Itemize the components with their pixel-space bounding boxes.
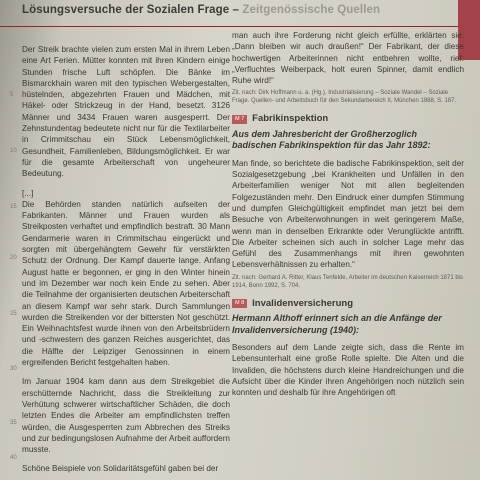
- left-paragraph: Der Streik brachte vielen zum ersten Mal in ihrem Leben eine Art Ferien. Mütter konnten mit ihren Kindern einige Stunden frische Luft schöpfen. Die Bänke im Bismarckhain waren mit den typischen Webergestalten, hüstelnden, abgezehrten Frauen und Mädchen, mit Häkel- oder Strickzeug in der Hand, besetzt. 3126 Männer und 3434 Frauen waren ausgesperrt. Der Zehnstundentag bedeutete nicht nur für die Textilarbeiter in Crimmitschau ein Stück Lebensmöglichkeit, Gesundheit, Familienleben, Bildungsmöglichkeit. Er war für die gesamte Arbeiterschaft von ungeheurer Bedeutung.: [22, 45, 230, 179]
- right-intro-text: man auch ihre Forderung nicht gleich erfüllte, erklärten sie: „Dann bleiben wir auch draußen!“ Der Fabrikant, der diese hochwertigen Arbeiterinnen nicht entbehren wollte, rief: „Verfluchtes Weiberpack, holt euren Spinner, damit endlich Ruhe wird!“: [232, 31, 464, 86]
- section-title: Invalidenversicherung: [252, 297, 354, 309]
- section-title: Fabrikinspektion: [252, 113, 329, 125]
- ellipsis-marker: [...]: [22, 188, 34, 198]
- line-number: 25: [10, 311, 17, 317]
- line-number: 30: [10, 366, 17, 372]
- source-citation: Zit. nach: Dirk Hoffmann u. a. (Hg.), Industrialisierung – Soziale Wandel – Soziale Frage. Quellen- und Arbeitsbuch für den Sekundarbereich II, München 1988, S. 187.: [232, 90, 457, 105]
- right-column: [232, 30, 464, 407]
- line-number: 15: [10, 204, 17, 210]
- left-paragraph: Schöne Beispiele von Solidaritätsgefühl gaben bei der: [22, 464, 219, 474]
- line-number: 35: [10, 420, 17, 426]
- line-number: 20: [10, 255, 17, 261]
- line-number: 10: [10, 148, 17, 154]
- section-badge: M 8: [232, 299, 247, 308]
- section-heading: [232, 298, 464, 309]
- section-text: Besonders auf dem Lande zeigte sich, dass die Rente im Lebensunterhalt eine große Rolle spielte. Die Alten und die Invaliden, die höchstens durch kleine Handreichungen und die Aufsicht über die Kinder ihren Angehörigen noch nützlich sein konnten und deshalb für ihre Angehörigen oft: [232, 343, 464, 398]
- line-number: 40: [10, 455, 17, 461]
- section-intro: Aus dem Jahresbericht der Großherzoglich badischen Fabrikinspektion für das Jahr 1892:: [232, 128, 431, 151]
- left-paragraph: Im Januar 1904 kam dann aus dem Streikgebiet die erschütternde Nachricht, dass die Streikleitung zur Verhütung schwerer wirtschaftlicher Schäden, die doch letzten Endes die Arbeiter am empfindlichsten treffen würden, die Ausgesperrten zum Abbrechen des Streiks und zur bedingungslosen Aufnahme der Arbeit auffordern musste.: [22, 377, 230, 455]
- page-title-main: Lösungsversuche der Sozialen Frage –: [22, 4, 240, 16]
- left-paragraph: Die Behörden standen natürlich aufseiten der Fabrikanten. Männer und Frauen wurden als Streikposten verhaftet und empfindlich bestraft. 30 Mann Gendarmerie waren in Crimmitschau eingerückt und sorgten mit übergehängtem Gewehr für verstärkten Schutz der Ordnung. Der Kampf dauerte lange. Anfang August hatte er begonnen, er ging in den Winter hinein und im Dezember war noch kein Ende zu sehen. Aber die Teilnahme der organisierten deutschen Arbeiterschaft an diesem Kampf war sehr stark. Durch Sammlungen wurden die Streikenden vor der bittersten Not geschützt. Ein Weihnachtsfest wurde ihnen von den Arbeitsbrüdern und -schwestern des ganzen Reiches ausgerichtet, das die Hälfte der Leipziger Genossinnen in einem ergreifenden Bericht festgehalten haben.: [22, 199, 230, 368]
- left-column: [22, 44, 230, 480]
- section-intro: Hermann Althoff erinnert sich an die Anfänge der Invalidenversicherung (1940):: [232, 313, 442, 335]
- page-title: [22, 4, 380, 16]
- page-title-continued: Zeitgenössische Quellen: [239, 4, 381, 16]
- line-number: 5: [10, 92, 14, 98]
- section-badge: M 7: [232, 115, 247, 124]
- source-citation: Zit. nach: Gerhard A. Ritter, Klaus Tenfelde, Arbeiter im deutschen Kaiserreich 1871 bis 1914, Bonn 1992, S. 704.: [232, 274, 464, 289]
- section-heading: [232, 113, 464, 124]
- section-text: Man finde, so berichtete die badische Fabrikinspektion, seit der Sozialgesetzgebung „bei Krankheiten und Unfällen in den Arbeiterfamilien weniger Not mit allen begleitenden Folgezuständen mehr. Den Eindruck einer dumpfen Stimmung und dumpfen Gleichgültigkeit empfindet man jetzt bei dem Besuche von Arbeiterwohnungen in weit geringerem Maße, wenn man in denselben Erkrankte oder Verunglückte antrifft. Die Arbeiter scheinen sich auch in solcher Lage mehr das Gefühl des Zusammenhangs mit ihren gewohnten Lebensverhältnissen zu erhalten.“: [232, 158, 464, 270]
